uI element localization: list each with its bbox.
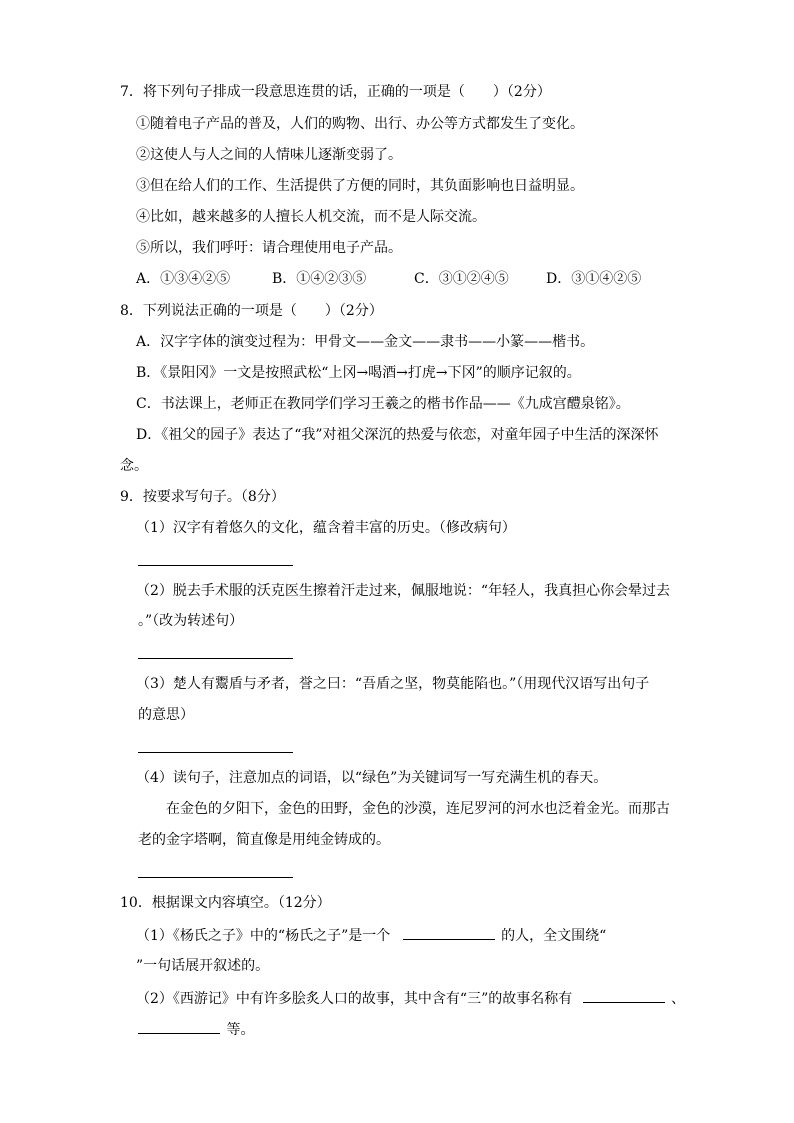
q10-sub2-line-2: [138, 1019, 254, 1040]
q9-answer-line-2[interactable]: [138, 658, 293, 659]
q10-sub2-line-1: [136, 988, 685, 1009]
q7-option-c: C．③①②④⑤: [414, 271, 509, 287]
q7-sentence-1: ①随着电子产品的普及，人们的购物、出行、办公等方式都发生了变化。: [136, 116, 584, 132]
q7-sentence-2: ②这使人与人之间的人情味儿逐渐变弱了。: [136, 147, 402, 163]
q8-option-d-continued: 念。: [120, 458, 148, 474]
q10-sub2-blank-2[interactable]: [138, 1019, 220, 1034]
q9-sub3-line-2: 的意思）: [138, 707, 194, 723]
q7-stem: 7．将下列句子排成一段意思连贯的话，正确的一项是（ ）（2分）: [120, 84, 551, 100]
q9-sub4: （4）读句子，注意加点的词语，以“绿色”为关键词写一写充满生机的春天。: [136, 770, 608, 786]
q7-sentence-3: ③但在给人们的工作、生活提供了方便的同时，其负面影响也日益明显。: [136, 178, 584, 194]
q10-sub2-text-a: （2）《西游记》中有许多脍炙人口的故事，其中含有“三”的故事名称有: [136, 991, 573, 1007]
q9-passage-line-1: 在金色的夕阳下，金色的田野，金色的沙漠，连尼罗河的河水也泛着金光。而那古: [166, 801, 670, 817]
q10-sub1-line-2: ”一句话展开叙述的。: [136, 958, 270, 974]
q9-sub3-line-1: （3）楚人有鬻盾与矛者，誉之曰：“吾盾之坚，物莫能陷也。”（用现代汉语写出句子: [136, 676, 650, 692]
q10-sub1-text-b: 的人，全文围绕“: [501, 928, 607, 944]
q9-stem: 9．按要求写句子。（8分）: [120, 489, 285, 505]
q9-answer-line-1[interactable]: [138, 565, 293, 566]
q10-sub2-text-b: 、: [671, 991, 686, 1007]
q8-stem: 8．下列说法正确的一项是（ ）（2分）: [120, 303, 383, 319]
q9-sub2-line-1: （2）脱去手术服的沃克医生擦着汗走过来，佩服地说：“年轻人，我真担心你会晕过去: [136, 583, 671, 599]
q9-sub2-line-2: 。”（改为转述句）: [138, 613, 244, 629]
q10-sub1-text-a: （1）《杨氏之子》中的“杨氏之子”是一个: [136, 928, 391, 944]
q8-option-b: B．《景阳冈》一文是按照武松“上冈→喝酒→打虎→下冈”的顺序记叙的。: [136, 365, 581, 381]
q9-passage-line-2: 老的金字塔啊，简直像是用纯金铸成的。: [138, 832, 390, 848]
q7-option-b: B．①④②③⑤: [272, 271, 367, 287]
q7-option-d: D．③①④②⑤: [546, 271, 642, 287]
q7-option-a: A．①③④②⑤: [136, 271, 231, 287]
q10-sub1-blank[interactable]: [403, 925, 495, 940]
q7-sentence-5: ⑤所以，我们呼吁：请合理使用电子产品。: [136, 240, 402, 256]
q8-option-a: A．汉字字体的演变过程为：甲骨文——金文——隶书——小篆——楷书。: [136, 334, 595, 350]
q7-sentence-4: ④比如，越来越多的人擅长人机交流，而不是人际交流。: [136, 209, 486, 225]
q10-sub2-text-c: 等。: [226, 1022, 255, 1038]
q10-sub2-blank-1[interactable]: [583, 988, 665, 1003]
q9-answer-line-4[interactable]: [138, 877, 293, 878]
q8-option-c: C．书法课上，老师正在教同学们学习王羲之的楷书作品——《九成宫醴泉铭》。: [136, 396, 630, 412]
q9-answer-line-3[interactable]: [138, 752, 293, 753]
q9-sub1: （1）汉字有着悠久的文化，蕴含着丰富的历史。（修改病句）: [136, 520, 516, 536]
q8-option-d: D．《祖父的园子》表达了“我”对祖父深沉的热爱与依恋，对童年园子中生活的深深怀: [136, 427, 659, 443]
q10-sub1-line-1: [136, 925, 606, 946]
q10-stem: 10．根据课文内容填空。（12分）: [120, 895, 331, 911]
